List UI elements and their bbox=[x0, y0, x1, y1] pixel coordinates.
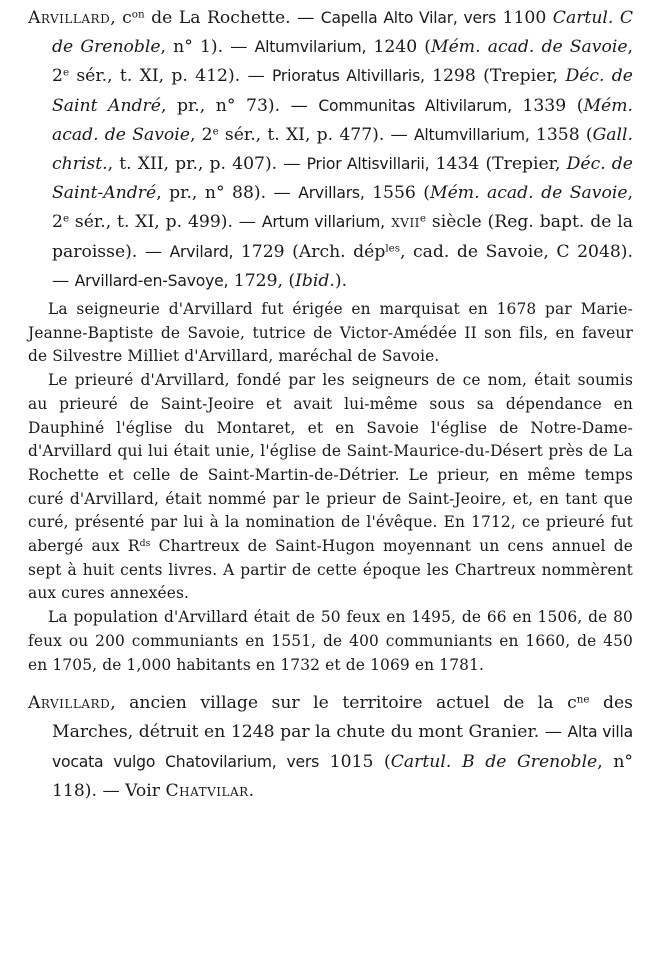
source-citation: Ibid. bbox=[295, 270, 335, 291]
historical-form: Communitas Altivilarum, bbox=[318, 96, 512, 115]
source-citation: Gall. christ. bbox=[52, 124, 634, 175]
headword: Arvillard bbox=[28, 8, 111, 28]
historical-form: Altumvilarium, bbox=[254, 38, 367, 57]
historical-form: Artum villarium, bbox=[261, 213, 385, 232]
historical-form: Arvillard-en-Savoye, bbox=[74, 271, 229, 290]
entry-arvillard-commune: Arvillard, $c^{on}$ de La Rochette. — Capella Alto Vilar, vers 1100 Cartul. C de Grenoble, n° 1). — Altumvilarium, 1240 (Mém. acad. de Savoie, 2e sér., t. XI, p. 412). — Prioratus Altivillaris, 1298 (Trepier, Déc. de Saint André, pr., n° 73). — Communitas Altivilarum, 1339 (Mém. acad. de Savoie, 2e sér., t. XI, p. 477). — Altumvillarium, 1358 (Gall. christ., t. XII, pr., p. 407). — Prior Altisvillarii, 1434 (Trepier, Déc. de Saint-André, pr., n° 88). — Arvillars, 1556 (Mém. acad. de Savoie, 2e sér., t. XI, p. 499). — Artum villarium, xvii$^e$ siècle (Reg. bapt. de la paroisse). — Arvilard, 1729 (Arch. dép$^{les}$, cad. de Savoie, C 2048). — Arvillard-en-Savoye, 1729, (Ibid.). bbox=[28, 8, 634, 291]
source-citation: Mém. acad. de Savoie bbox=[52, 95, 633, 145]
historical-form: Arvillars, bbox=[298, 184, 365, 203]
paragraph-seigneurie: La seigneurie d'Arvillard fut érigée en marquisat en 1678 par Marie-Jeanne-Baptiste de Savoie, tutrice de Victor-Amédée II son fils, en faveur de Silvestre Milliet d'Arvillard, maréchal de Savoie. bbox=[28, 300, 633, 366]
historical-form: Alta villa vocata vulgo Chatovilarium, vers bbox=[52, 723, 633, 771]
source-citation: Déc. de Saint André bbox=[52, 66, 633, 116]
source-citation: Cartul. C de Grenoble bbox=[52, 8, 633, 58]
historical-form: Capella Alto Vilar, vers bbox=[320, 9, 497, 27]
cross-reference: Chatvilar bbox=[165, 780, 249, 801]
headword: Arvillard bbox=[28, 693, 111, 714]
historical-form: Altumvillarium, bbox=[413, 125, 530, 144]
historical-form: Prioratus Altivillaris, bbox=[271, 67, 425, 86]
paragraph-prieure: Le prieuré d'Arvillard, fondé par les seigneurs de ce nom, était soumis au prieuré de Saint-Jeoire et avait lui-même sous sa dépendance en Dauphiné l'église du Montaret, et en Savoie l'église de Notre-Dame-d'Arvillard qui lui était unie, l'église de Saint-Maurice-du-Désert près de La Rochette et celle de Saint-Martin-de-Détrier. Le prieur, en même temps curé d'Arvillard, était nommé par le prieur de Saint-Jeoire, et, en tant que curé, présenté par lui à la nomination de l'évêque. En 1712, ce prieuré fut abergé aux $R^{ds}$ Chartreux de Saint-Hugon moyennant un cens annuel de sept à huit cents livres. A partir de cette époque les Chartreux nommèrent aux cures annexées. bbox=[28, 371, 633, 603]
paragraph-population: La population d'Arvillard était de 50 feux en 1495, de 66 en 1506, de 80 feux ou 200 communiants en 1551, de 400 communiants en 1660, de 450 en 1705, de 1,000 habitants en 1732 et de 1069 en 1781. bbox=[28, 608, 633, 674]
historical-form: Prior Altisvillarii, bbox=[306, 155, 430, 174]
historical-form: Arvilard, bbox=[169, 242, 234, 261]
source-citation: Cartul. B de Grenoble bbox=[390, 751, 598, 772]
source-citation: Mém. acad. de Savoie bbox=[430, 183, 628, 204]
source-citation: Mém. acad. de Savoie bbox=[431, 37, 628, 58]
entry-arvillard-village: Arvillard, ancien village sur le territoire actuel de la $c^{ne}$ des Marches, détruit en 1248 par la chute du mont Granier. — Alta villa vocata vulgo Chatovilarium, vers 1015 (Cartul. B de Grenoble, n° 118). — Voir Chatvilar. bbox=[28, 693, 634, 801]
source-citation: Déc. de Saint-André bbox=[52, 154, 633, 204]
